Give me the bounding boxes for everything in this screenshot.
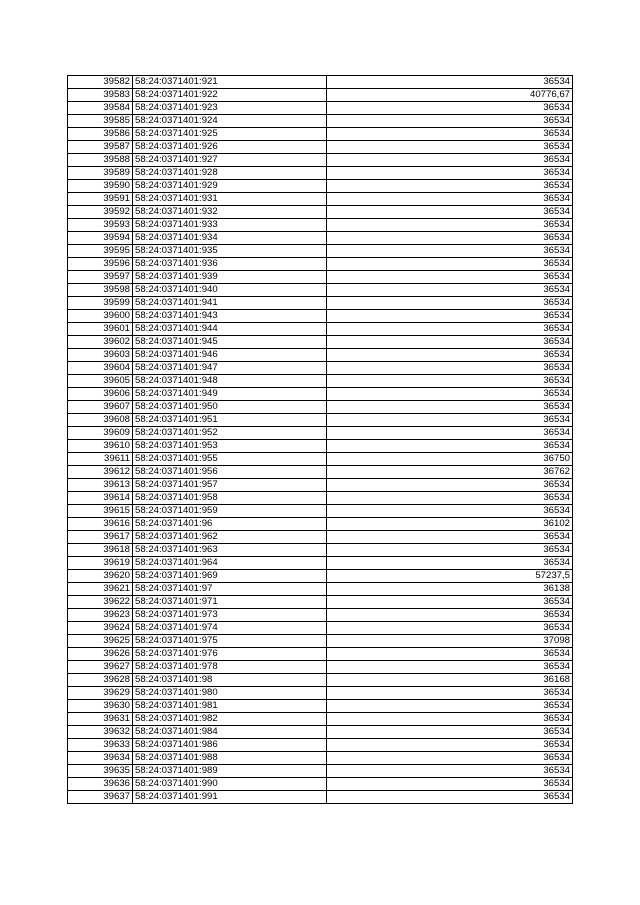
row-number-cell: 39609 bbox=[68, 427, 133, 440]
value-cell: 36534 bbox=[327, 440, 573, 453]
row-number-cell: 39636 bbox=[68, 778, 133, 791]
value-cell: 36534 bbox=[327, 102, 573, 115]
table-row bbox=[68, 492, 573, 505]
cadastral-number-cell: 58:24:0371401:984 bbox=[133, 726, 327, 739]
row-number-cell: 39595 bbox=[68, 245, 133, 258]
cadastral-number-cell: 58:24:0371401:940 bbox=[133, 284, 327, 297]
row-number-cell: 39630 bbox=[68, 700, 133, 713]
cadastral-number-cell: 58:24:0371401:948 bbox=[133, 375, 327, 388]
table-row bbox=[68, 635, 573, 648]
table-row bbox=[68, 362, 573, 375]
table-row bbox=[68, 388, 573, 401]
table-row bbox=[68, 583, 573, 596]
row-number-cell: 39627 bbox=[68, 661, 133, 674]
table-row bbox=[68, 713, 573, 726]
value-cell: 36138 bbox=[327, 583, 573, 596]
value-cell: 36534 bbox=[327, 115, 573, 128]
value-cell: 36534 bbox=[327, 362, 573, 375]
table-row bbox=[68, 414, 573, 427]
value-cell: 36534 bbox=[327, 154, 573, 167]
table-row bbox=[68, 440, 573, 453]
row-number-cell: 39603 bbox=[68, 349, 133, 362]
cadastral-number-cell: 58:24:0371401:991 bbox=[133, 791, 327, 804]
cadastral-number-cell: 58:24:0371401:935 bbox=[133, 245, 327, 258]
cadastral-number-cell: 58:24:0371401:969 bbox=[133, 570, 327, 583]
table-row bbox=[68, 726, 573, 739]
value-cell: 36534 bbox=[327, 180, 573, 193]
table-row bbox=[68, 765, 573, 778]
cadastral-number-cell: 58:24:0371401:974 bbox=[133, 622, 327, 635]
row-number-cell: 39600 bbox=[68, 310, 133, 323]
row-number-cell: 39613 bbox=[68, 479, 133, 492]
cadastral-number-cell: 58:24:0371401:933 bbox=[133, 219, 327, 232]
table-row bbox=[68, 115, 573, 128]
row-number-cell: 39612 bbox=[68, 466, 133, 479]
table-row bbox=[68, 349, 573, 362]
row-number-cell: 39634 bbox=[68, 752, 133, 765]
table-row bbox=[68, 622, 573, 635]
value-cell: 36534 bbox=[327, 739, 573, 752]
row-number-cell: 39583 bbox=[68, 89, 133, 102]
cadastral-number-cell: 58:24:0371401:927 bbox=[133, 154, 327, 167]
table-row bbox=[68, 778, 573, 791]
cadastral-number-cell: 58:24:0371401:925 bbox=[133, 128, 327, 141]
table-row bbox=[68, 466, 573, 479]
table-row bbox=[68, 557, 573, 570]
value-cell: 36534 bbox=[327, 687, 573, 700]
table-row bbox=[68, 167, 573, 180]
cadastral-number-cell: 58:24:0371401:932 bbox=[133, 206, 327, 219]
row-number-cell: 39591 bbox=[68, 193, 133, 206]
table-row bbox=[68, 128, 573, 141]
cadastral-number-cell: 58:24:0371401:949 bbox=[133, 388, 327, 401]
value-cell: 36534 bbox=[327, 245, 573, 258]
row-number-cell: 39608 bbox=[68, 414, 133, 427]
table-row bbox=[68, 154, 573, 167]
value-cell: 36168 bbox=[327, 674, 573, 687]
table-row bbox=[68, 193, 573, 206]
cadastral-number-cell: 58:24:0371401:97 bbox=[133, 583, 327, 596]
table-row bbox=[68, 76, 573, 89]
cadastral-number-cell: 58:24:0371401:921 bbox=[133, 76, 327, 89]
value-cell: 36534 bbox=[327, 271, 573, 284]
cadastral-number-cell: 58:24:0371401:953 bbox=[133, 440, 327, 453]
value-cell: 36534 bbox=[327, 778, 573, 791]
cadastral-number-cell: 58:24:0371401:934 bbox=[133, 232, 327, 245]
cadastral-number-cell: 58:24:0371401:958 bbox=[133, 492, 327, 505]
cadastral-number-cell: 58:24:0371401:971 bbox=[133, 596, 327, 609]
cadastral-number-cell: 58:24:0371401:962 bbox=[133, 531, 327, 544]
value-cell: 36534 bbox=[327, 206, 573, 219]
value-cell: 36534 bbox=[327, 661, 573, 674]
row-number-cell: 39629 bbox=[68, 687, 133, 700]
cadastral-number-cell: 58:24:0371401:956 bbox=[133, 466, 327, 479]
row-number-cell: 39588 bbox=[68, 154, 133, 167]
cadastral-number-cell: 58:24:0371401:975 bbox=[133, 635, 327, 648]
row-number-cell: 39632 bbox=[68, 726, 133, 739]
row-number-cell: 39637 bbox=[68, 791, 133, 804]
row-number-cell: 39614 bbox=[68, 492, 133, 505]
cadastral-number-cell: 58:24:0371401:944 bbox=[133, 323, 327, 336]
value-cell: 36534 bbox=[327, 128, 573, 141]
value-cell: 36534 bbox=[327, 427, 573, 440]
cadastral-number-cell: 58:24:0371401:943 bbox=[133, 310, 327, 323]
row-number-cell: 39604 bbox=[68, 362, 133, 375]
value-cell: 36534 bbox=[327, 765, 573, 778]
value-cell: 36534 bbox=[327, 713, 573, 726]
cadastral-number-cell: 58:24:0371401:964 bbox=[133, 557, 327, 570]
row-number-cell: 39590 bbox=[68, 180, 133, 193]
value-cell: 36534 bbox=[327, 531, 573, 544]
row-number-cell: 39635 bbox=[68, 765, 133, 778]
value-cell: 36534 bbox=[327, 557, 573, 570]
table-row bbox=[68, 791, 573, 804]
row-number-cell: 39593 bbox=[68, 219, 133, 232]
table-row bbox=[68, 518, 573, 531]
row-number-cell: 39611 bbox=[68, 453, 133, 466]
table-row bbox=[68, 375, 573, 388]
cadastral-number-cell: 58:24:0371401:929 bbox=[133, 180, 327, 193]
table-body bbox=[68, 76, 573, 804]
cadastral-number-cell: 58:24:0371401:980 bbox=[133, 687, 327, 700]
row-number-cell: 39592 bbox=[68, 206, 133, 219]
value-cell: 36534 bbox=[327, 505, 573, 518]
value-cell: 36534 bbox=[327, 219, 573, 232]
value-cell: 36534 bbox=[327, 76, 573, 89]
cadastral-number-cell: 58:24:0371401:978 bbox=[133, 661, 327, 674]
row-number-cell: 39616 bbox=[68, 518, 133, 531]
table-row bbox=[68, 661, 573, 674]
row-number-cell: 39602 bbox=[68, 336, 133, 349]
table-row bbox=[68, 89, 573, 102]
cadastral-number-cell: 58:24:0371401:981 bbox=[133, 700, 327, 713]
value-cell: 36534 bbox=[327, 401, 573, 414]
row-number-cell: 39598 bbox=[68, 284, 133, 297]
value-cell: 36534 bbox=[327, 336, 573, 349]
row-number-cell: 39606 bbox=[68, 388, 133, 401]
value-cell: 36534 bbox=[327, 167, 573, 180]
cadastral-number-cell: 58:24:0371401:926 bbox=[133, 141, 327, 154]
table-row bbox=[68, 648, 573, 661]
table-row bbox=[68, 180, 573, 193]
value-cell: 36534 bbox=[327, 193, 573, 206]
row-number-cell: 39619 bbox=[68, 557, 133, 570]
cadastral-number-cell: 58:24:0371401:931 bbox=[133, 193, 327, 206]
value-cell: 36534 bbox=[327, 349, 573, 362]
table-row bbox=[68, 258, 573, 271]
row-number-cell: 39621 bbox=[68, 583, 133, 596]
row-number-cell: 39605 bbox=[68, 375, 133, 388]
cadastral-number-cell: 58:24:0371401:952 bbox=[133, 427, 327, 440]
cadastral-number-cell: 58:24:0371401:986 bbox=[133, 739, 327, 752]
row-number-cell: 39623 bbox=[68, 609, 133, 622]
table-row bbox=[68, 544, 573, 557]
value-cell: 36534 bbox=[327, 622, 573, 635]
cadastral-number-cell: 58:24:0371401:928 bbox=[133, 167, 327, 180]
table-row bbox=[68, 245, 573, 258]
row-number-cell: 39631 bbox=[68, 713, 133, 726]
value-cell: 57237,5 bbox=[327, 570, 573, 583]
value-cell: 36534 bbox=[327, 388, 573, 401]
table-row bbox=[68, 570, 573, 583]
cadastral-number-cell: 58:24:0371401:959 bbox=[133, 505, 327, 518]
table-row bbox=[68, 531, 573, 544]
row-number-cell: 39626 bbox=[68, 648, 133, 661]
cadastral-number-cell: 58:24:0371401:963 bbox=[133, 544, 327, 557]
table-row bbox=[68, 219, 573, 232]
table-row bbox=[68, 102, 573, 115]
value-cell: 36102 bbox=[327, 518, 573, 531]
row-number-cell: 39615 bbox=[68, 505, 133, 518]
row-number-cell: 39624 bbox=[68, 622, 133, 635]
value-cell: 36534 bbox=[327, 596, 573, 609]
table-row bbox=[68, 479, 573, 492]
table-row bbox=[68, 739, 573, 752]
value-cell: 36534 bbox=[327, 544, 573, 557]
value-cell: 36534 bbox=[327, 232, 573, 245]
value-cell: 36534 bbox=[327, 258, 573, 271]
cadastral-number-cell: 58:24:0371401:950 bbox=[133, 401, 327, 414]
table-row bbox=[68, 427, 573, 440]
row-number-cell: 39601 bbox=[68, 323, 133, 336]
table-row bbox=[68, 271, 573, 284]
value-cell: 36534 bbox=[327, 323, 573, 336]
cadastral-number-cell: 58:24:0371401:924 bbox=[133, 115, 327, 128]
row-number-cell: 39584 bbox=[68, 102, 133, 115]
table-row bbox=[68, 232, 573, 245]
table-row bbox=[68, 674, 573, 687]
value-cell: 36534 bbox=[327, 375, 573, 388]
cadastral-number-cell: 58:24:0371401:988 bbox=[133, 752, 327, 765]
cadastral-number-cell: 58:24:0371401:947 bbox=[133, 362, 327, 375]
table-row bbox=[68, 284, 573, 297]
row-number-cell: 39625 bbox=[68, 635, 133, 648]
table-row bbox=[68, 323, 573, 336]
table-row bbox=[68, 700, 573, 713]
value-cell: 36534 bbox=[327, 648, 573, 661]
value-cell: 36534 bbox=[327, 141, 573, 154]
table-row bbox=[68, 401, 573, 414]
cadastral-number-cell: 58:24:0371401:976 bbox=[133, 648, 327, 661]
value-cell: 37098 bbox=[327, 635, 573, 648]
cadastral-number-cell: 58:24:0371401:955 bbox=[133, 453, 327, 466]
cadastral-number-cell: 58:24:0371401:989 bbox=[133, 765, 327, 778]
table-row bbox=[68, 687, 573, 700]
value-cell: 36534 bbox=[327, 700, 573, 713]
row-number-cell: 39586 bbox=[68, 128, 133, 141]
cadastral-number-cell: 58:24:0371401:957 bbox=[133, 479, 327, 492]
table-row bbox=[68, 752, 573, 765]
value-cell: 36534 bbox=[327, 284, 573, 297]
cadastral-number-cell: 58:24:0371401:951 bbox=[133, 414, 327, 427]
row-number-cell: 39597 bbox=[68, 271, 133, 284]
value-cell: 40776,67 bbox=[327, 89, 573, 102]
table-row bbox=[68, 609, 573, 622]
value-cell: 36750 bbox=[327, 453, 573, 466]
table-row bbox=[68, 141, 573, 154]
value-cell: 36534 bbox=[327, 726, 573, 739]
row-number-cell: 39582 bbox=[68, 76, 133, 89]
cadastral-number-cell: 58:24:0371401:936 bbox=[133, 258, 327, 271]
value-cell: 36534 bbox=[327, 609, 573, 622]
table-row bbox=[68, 453, 573, 466]
row-number-cell: 39633 bbox=[68, 739, 133, 752]
cadastral-number-cell: 58:24:0371401:973 bbox=[133, 609, 327, 622]
cadastral-number-cell: 58:24:0371401:96 bbox=[133, 518, 327, 531]
row-number-cell: 39607 bbox=[68, 401, 133, 414]
cadastral-number-cell: 58:24:0371401:98 bbox=[133, 674, 327, 687]
row-number-cell: 39620 bbox=[68, 570, 133, 583]
row-number-cell: 39585 bbox=[68, 115, 133, 128]
value-cell: 36534 bbox=[327, 310, 573, 323]
value-cell: 36534 bbox=[327, 414, 573, 427]
cadastral-number-cell: 58:24:0371401:922 bbox=[133, 89, 327, 102]
cadastral-number-cell: 58:24:0371401:923 bbox=[133, 102, 327, 115]
row-number-cell: 39589 bbox=[68, 167, 133, 180]
cadastral-number-cell: 58:24:0371401:939 bbox=[133, 271, 327, 284]
value-cell: 36534 bbox=[327, 479, 573, 492]
row-number-cell: 39628 bbox=[68, 674, 133, 687]
table-row bbox=[68, 297, 573, 310]
row-number-cell: 39596 bbox=[68, 258, 133, 271]
cadastral-number-cell: 58:24:0371401:945 bbox=[133, 336, 327, 349]
row-number-cell: 39617 bbox=[68, 531, 133, 544]
value-cell: 36762 bbox=[327, 466, 573, 479]
row-number-cell: 39587 bbox=[68, 141, 133, 154]
table-row bbox=[68, 336, 573, 349]
table-row bbox=[68, 596, 573, 609]
value-cell: 36534 bbox=[327, 752, 573, 765]
row-number-cell: 39610 bbox=[68, 440, 133, 453]
value-cell: 36534 bbox=[327, 791, 573, 804]
table-row bbox=[68, 310, 573, 323]
row-number-cell: 39594 bbox=[68, 232, 133, 245]
data-table bbox=[67, 75, 573, 804]
cadastral-number-cell: 58:24:0371401:990 bbox=[133, 778, 327, 791]
cadastral-number-cell: 58:24:0371401:946 bbox=[133, 349, 327, 362]
table-row bbox=[68, 206, 573, 219]
cadastral-number-cell: 58:24:0371401:982 bbox=[133, 713, 327, 726]
row-number-cell: 39618 bbox=[68, 544, 133, 557]
value-cell: 36534 bbox=[327, 492, 573, 505]
row-number-cell: 39622 bbox=[68, 596, 133, 609]
table-row bbox=[68, 505, 573, 518]
cadastral-number-cell: 58:24:0371401:941 bbox=[133, 297, 327, 310]
row-number-cell: 39599 bbox=[68, 297, 133, 310]
value-cell: 36534 bbox=[327, 297, 573, 310]
